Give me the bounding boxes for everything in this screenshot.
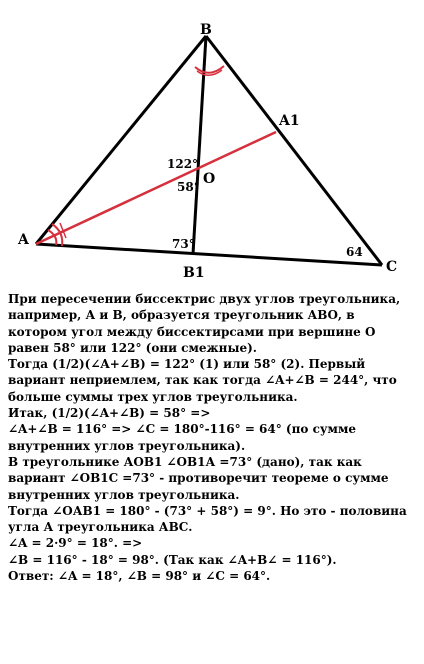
solution-line: котором угол между биссектирсами при вершине О xyxy=(8,324,376,339)
side-ac xyxy=(36,244,382,265)
side-ab xyxy=(36,36,206,244)
angle-label-aob-inner: 58° xyxy=(177,180,200,194)
angle-label-aob-outer: 122° xyxy=(167,157,199,171)
bisector-bb1 xyxy=(193,36,206,254)
solution-text xyxy=(8,291,420,584)
solution-line: В треугольнике АОВ1 ∠ОВ1А =73° (дано), так как xyxy=(8,454,362,469)
vertex-label-c: C xyxy=(386,259,398,275)
vertex-label-o: O xyxy=(203,171,216,187)
solution-line: внутренних углов треугольника. xyxy=(8,487,240,502)
solution-line: внутренних углов треугольника). xyxy=(8,438,246,453)
solution-line: вариант ∠ОВ1С =73° - противоречит теореме о сумме xyxy=(8,471,389,486)
solution-line: ∠A+∠B = 116° => ∠C = 180°-116° = 64° (по сумме xyxy=(8,422,357,437)
angle-label-ob1a: 73° xyxy=(172,237,195,251)
solution-line: При пересечении биссектрис двух углов треугольника, xyxy=(8,292,401,306)
bisector-aa1 xyxy=(36,132,276,244)
vertex-label-b1: B1 xyxy=(183,265,205,281)
solution-line: Итак, (1/2)(∠A+∠B) = 58° => xyxy=(8,406,211,421)
solution-line: Тогда ∠ОАВ1 = 180° - (73° + 58°) = 9°. Но это - половина xyxy=(8,503,407,518)
solution-line: Тогда (1/2)(∠A+∠B) = 122° (1) или 58° (2). Первый xyxy=(8,357,366,372)
solution-line: ∠B = 116° - 18° = 98°. (Так как ∠A+B∠ = 116°). xyxy=(8,552,337,567)
solution-line: больше суммы трех углов треугольника. xyxy=(8,389,298,404)
vertex-label-a: A xyxy=(18,232,29,248)
triangle-figure xyxy=(0,0,424,290)
solution-line: Ответ: ∠A = 18°, ∠B = 98° и ∠C = 64°. xyxy=(8,569,271,584)
vertex-label-b: B xyxy=(200,22,212,38)
solution-line: ∠A = 2·9° = 18°. => xyxy=(8,536,143,551)
side-bc xyxy=(206,36,382,265)
solution-line: равен 58° или 122° (они смежные). xyxy=(8,340,257,355)
vertex-label-a1: A1 xyxy=(279,113,300,129)
angle-label-c: 64 xyxy=(346,245,363,259)
solution-line: вариант неприемлем, так как тогда ∠A+∠B = 244°, что xyxy=(8,373,397,388)
solution-line: угла А треугольника АВС. xyxy=(8,520,193,535)
solution-line: например, А и В, образуется треугольник АВО, в xyxy=(8,308,355,323)
